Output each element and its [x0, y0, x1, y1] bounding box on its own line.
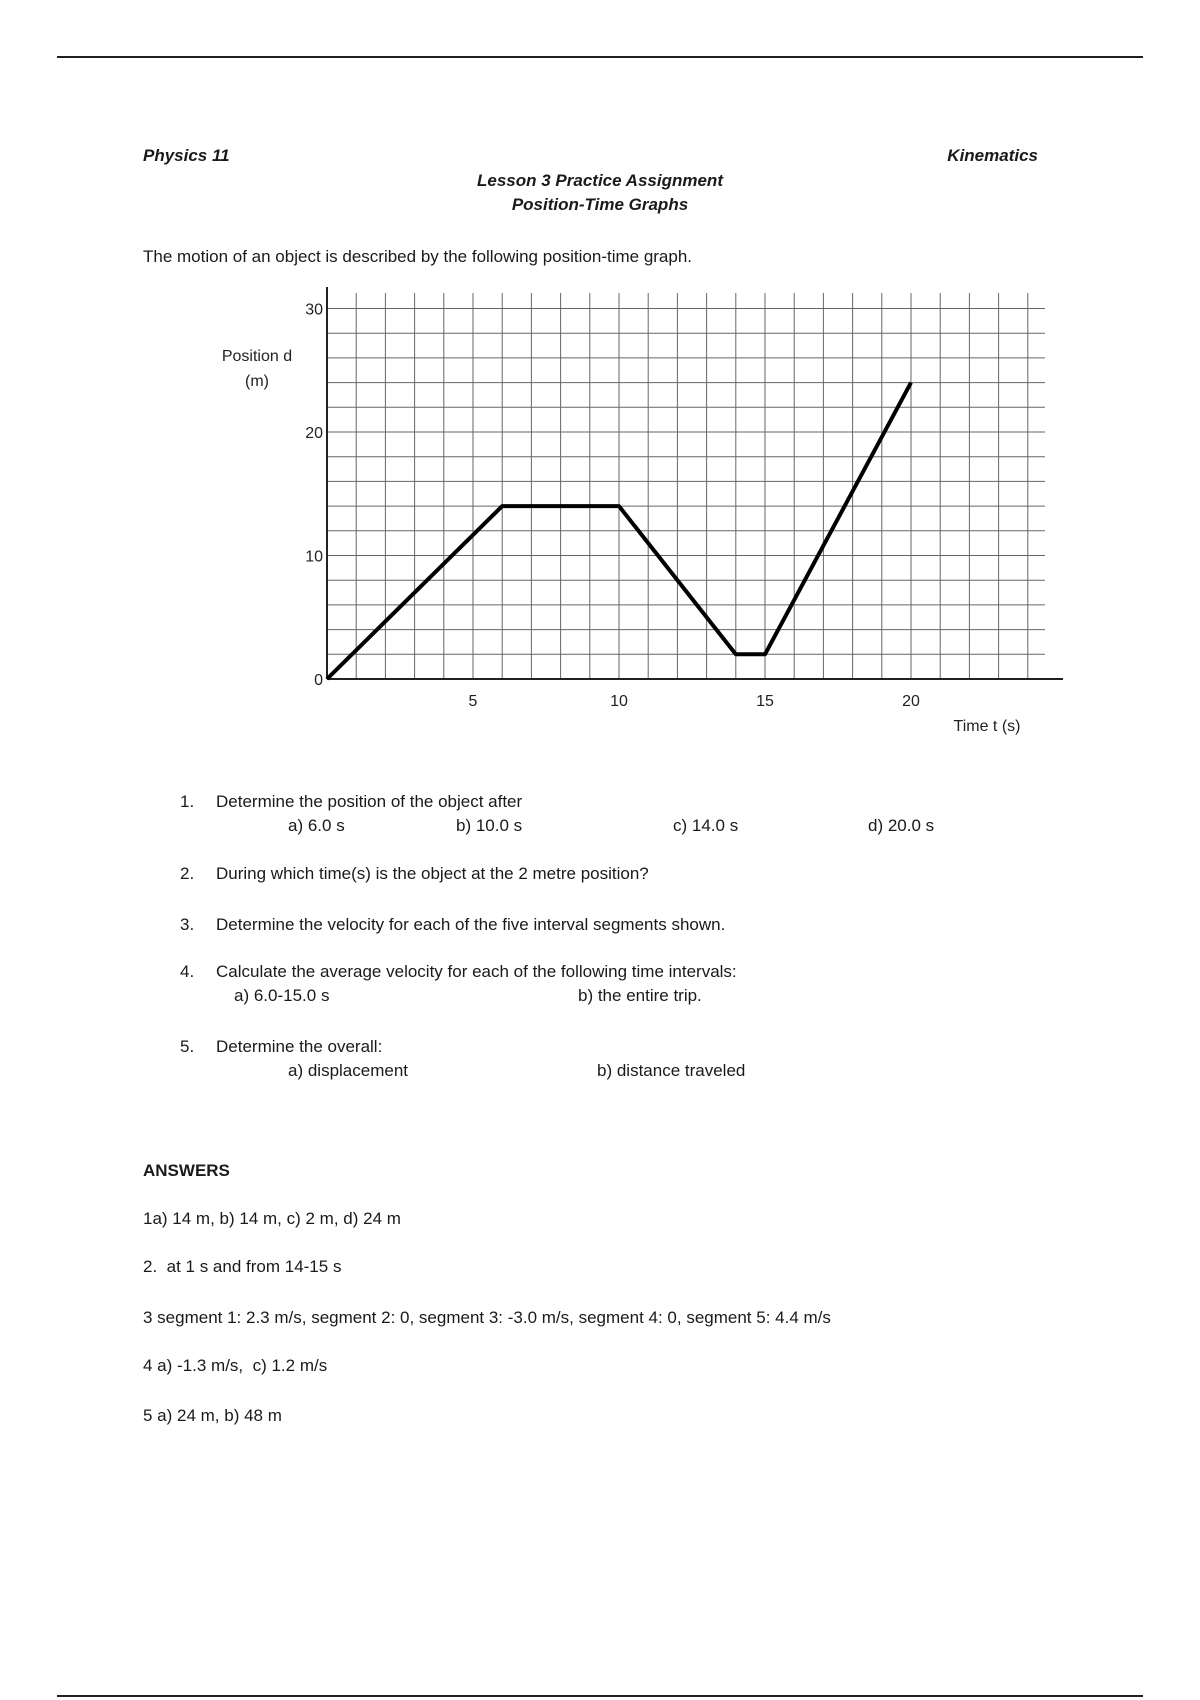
- y-tick-label: 30: [305, 301, 323, 319]
- y-tick-label: 0: [314, 672, 323, 689]
- y-tick-label: 20: [305, 425, 323, 442]
- y-tick-label: 10: [305, 548, 323, 566]
- x-tick-label: 5: [468, 693, 478, 710]
- answer-line-2: 2. at 1 s and from 14-15 s: [143, 1257, 342, 1276]
- chart-axes: [327, 287, 1063, 679]
- x-tick-labels: [469, 693, 920, 710]
- question-2-text: During which time(s) is the object at the 2 metre position?: [216, 864, 649, 883]
- question-4-part-a: a) 6.0-15.0 s: [234, 986, 330, 1005]
- x-tick-label: 20: [902, 693, 920, 710]
- answer-line-4: 4 a) -1.3 m/s, c) 1.2 m/s: [143, 1356, 328, 1375]
- question-2-number: 2.: [180, 864, 195, 883]
- lesson-subtitle: Position-Time Graphs: [511, 195, 689, 214]
- answer-line-1: 1a) 14 m, b) 14 m, c) 2 m, d) 24 m: [143, 1209, 401, 1228]
- question-5-text: Determine the overall:: [216, 1037, 383, 1056]
- question-1-part-a: a) 6.0 s: [288, 816, 345, 835]
- answers-heading: ANSWERS: [143, 1161, 230, 1180]
- question-1-part-d: d) 20.0 s: [868, 816, 935, 835]
- question-5-part-a: a) displacement: [288, 1061, 409, 1080]
- unit-name: Kinematics: [947, 146, 1038, 165]
- question-3-text: Determine the velocity for each of the five interval segments shown.: [216, 915, 726, 934]
- question-1-text: Determine the position of the object after: [216, 792, 523, 811]
- question-4-part-b: b) the entire trip.: [578, 986, 702, 1005]
- answer-line-3: 3 segment 1: 2.3 m/s, segment 2: 0, segment 3: -3.0 m/s, segment 4: 0, segment 5: 4.4 m/s: [143, 1308, 831, 1327]
- x-tick-label: 10: [610, 693, 628, 710]
- question-1-part-b: b) 10.0 s: [456, 816, 523, 835]
- y-axis-unit-label: (m): [245, 373, 269, 390]
- y-tick-labels: [305, 302, 323, 690]
- position-time-graph: [0, 0, 1200, 760]
- chart-grid: [327, 293, 1045, 679]
- answer-line-5: 5 a) 24 m, b) 48 m: [143, 1406, 282, 1425]
- question-4-number: 4.: [180, 962, 195, 981]
- x-tick-label: 15: [756, 693, 774, 710]
- lesson-title: Lesson 3 Practice Assignment: [477, 171, 723, 190]
- x-axis-label: Time t (s): [953, 718, 1021, 735]
- course-name: Physics 11: [143, 146, 230, 165]
- question-1-part-c: c) 14.0 s: [673, 816, 739, 835]
- intro-text: The motion of an object is described by the following position-time graph.: [143, 247, 693, 266]
- question-1-number: 1.: [180, 792, 195, 811]
- question-4-text: Calculate the average velocity for each of the following time intervals:: [216, 962, 737, 981]
- question-3-number: 3.: [180, 915, 195, 934]
- bottom-rule: [57, 1695, 1143, 1697]
- y-axis-label: Position d: [221, 348, 293, 365]
- question-5-part-b: b) distance traveled: [597, 1061, 746, 1080]
- question-5-number: 5.: [180, 1037, 195, 1056]
